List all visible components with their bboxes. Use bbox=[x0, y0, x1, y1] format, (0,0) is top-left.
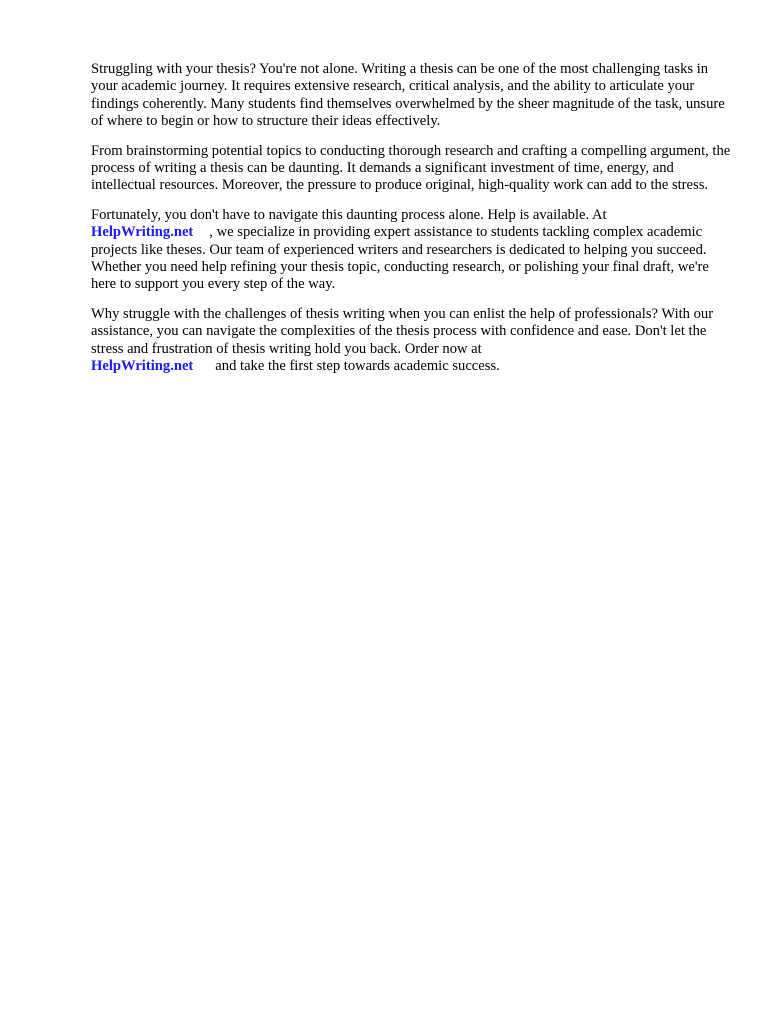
paragraph-help-before: Fortunately, you don't have to navigate this daunting process alone. Help is available. At bbox=[91, 206, 607, 223]
paragraph-order-after: and take the first step towards academic success. bbox=[215, 358, 500, 375]
paragraph-order bbox=[91, 306, 736, 376]
helpwriting-link[interactable]: HelpWriting.net bbox=[91, 224, 194, 241]
document-body bbox=[91, 61, 736, 388]
helpwriting-link-order[interactable]: HelpWriting.net bbox=[91, 358, 194, 375]
paragraph-process: From brainstorming potential topics to conducting thorough research and crafting a compelling argument, the process of writing a thesis can be daunting. It demands a significant investment of time, energy, and intellectual resources. Moreover, the pressure to produce original, high-quality work can add to the stress. bbox=[91, 142, 731, 194]
paragraph-help bbox=[91, 207, 736, 294]
paragraph-intro: Struggling with your thesis? You're not alone. Writing a thesis can be one of the most challenging tasks in your academic journey. It requires extensive research, critical analysis, and the ability to articulate your findings coherently. Many students find themselves overwhelmed by the sheer magnitude of the task, unsure of where to begin or how to structure their ideas effectively. bbox=[91, 61, 725, 130]
paragraph-order-before: Why struggle with the challenges of thesis writing when you can enlist the help of professionals? With our assistance, you can navigate the complexities of the thesis process with confidence and ease. Don't let the stress and frustration of thesis writing hold you back. Order now at bbox=[91, 305, 714, 357]
paragraph-help-after: , we specialize in providing expert assistance to students tackling complex academic projects like theses. Our team of experienced writers and researchers is dedicated to helping you succeed. Whether you need help refining your thesis topic, conducting research, or polishing your final draft, we're here to support you every step of the way. bbox=[91, 224, 709, 293]
